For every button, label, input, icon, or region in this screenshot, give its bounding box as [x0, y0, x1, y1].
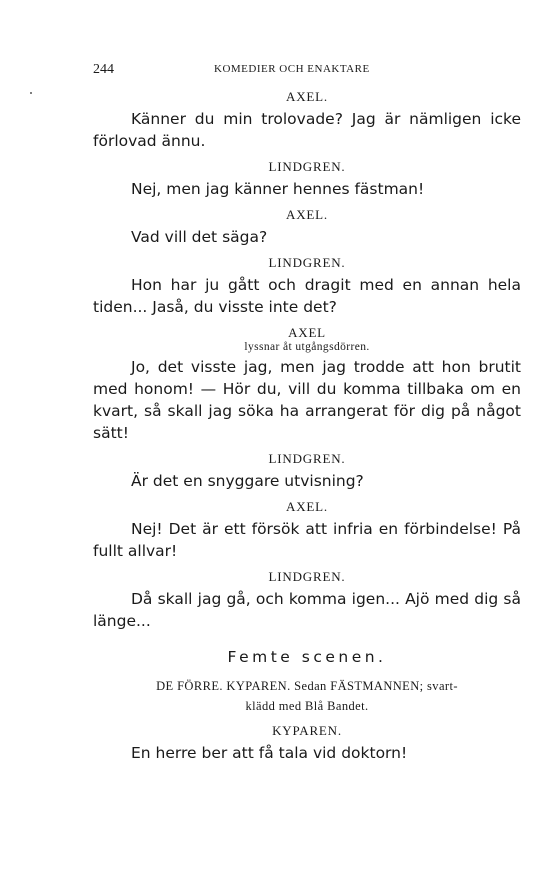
speech-text: Nej! Det är ett försök att infria en förbindelse! På fullt allvar! [93, 520, 521, 560]
speech-text: En herre ber att få tala vid doktorn! [131, 744, 408, 762]
speaker-label: LINDGREN. [268, 451, 346, 466]
speaker-label: AXEL [288, 325, 326, 340]
speech-text: Nej, men jag känner hennes fästman! [131, 180, 425, 198]
print-speck [30, 92, 32, 94]
speech-text: Känner du min trolovade? Jag är nämligen icke förlovad ännu. [93, 110, 521, 150]
page-number: 244 [93, 62, 114, 77]
stage-direction: lyssnar åt utgångsdörren. [244, 341, 370, 353]
speech-text: Är det en snyggare utvisning? [131, 472, 364, 490]
scene-cast [93, 676, 521, 716]
speech-text: Vad vill det säga? [131, 228, 268, 246]
cast-line: DE FÖRRE. KYPAREN. Sedan FÄSTMANNEN; svart- [156, 679, 458, 693]
speech-text: Hon har ju gått och dragit med en annan hela tiden... Jaså, du visste inte det? [93, 276, 521, 316]
speech-text: Jo, det visste jag, men jag trodde att hon brutit med honom! — Hör du, vill du komma tillbaka om en kvart, så skall jag söka ha arrangerat för dig på något sätt! [93, 358, 521, 442]
play-text [93, 86, 521, 764]
scene-title: Femte scenen. [227, 648, 387, 666]
speaker-label: LINDGREN. [268, 255, 346, 270]
page-header [93, 62, 433, 78]
speaker-label: LINDGREN. [268, 159, 346, 174]
speaker-label: AXEL. [286, 499, 328, 514]
cast-line: klädd med Blå Bandet. [245, 699, 369, 713]
speech-text: Då skall jag gå, och komma igen... Ajö med dig så länge... [93, 590, 521, 630]
speaker-label: AXEL. [286, 89, 328, 104]
speaker-label: LINDGREN. [268, 569, 346, 584]
speaker-label: KYPAREN. [272, 723, 342, 738]
speaker-label: AXEL. [286, 207, 328, 222]
running-title: KOMEDIER OCH ENAKTARE [214, 63, 370, 75]
